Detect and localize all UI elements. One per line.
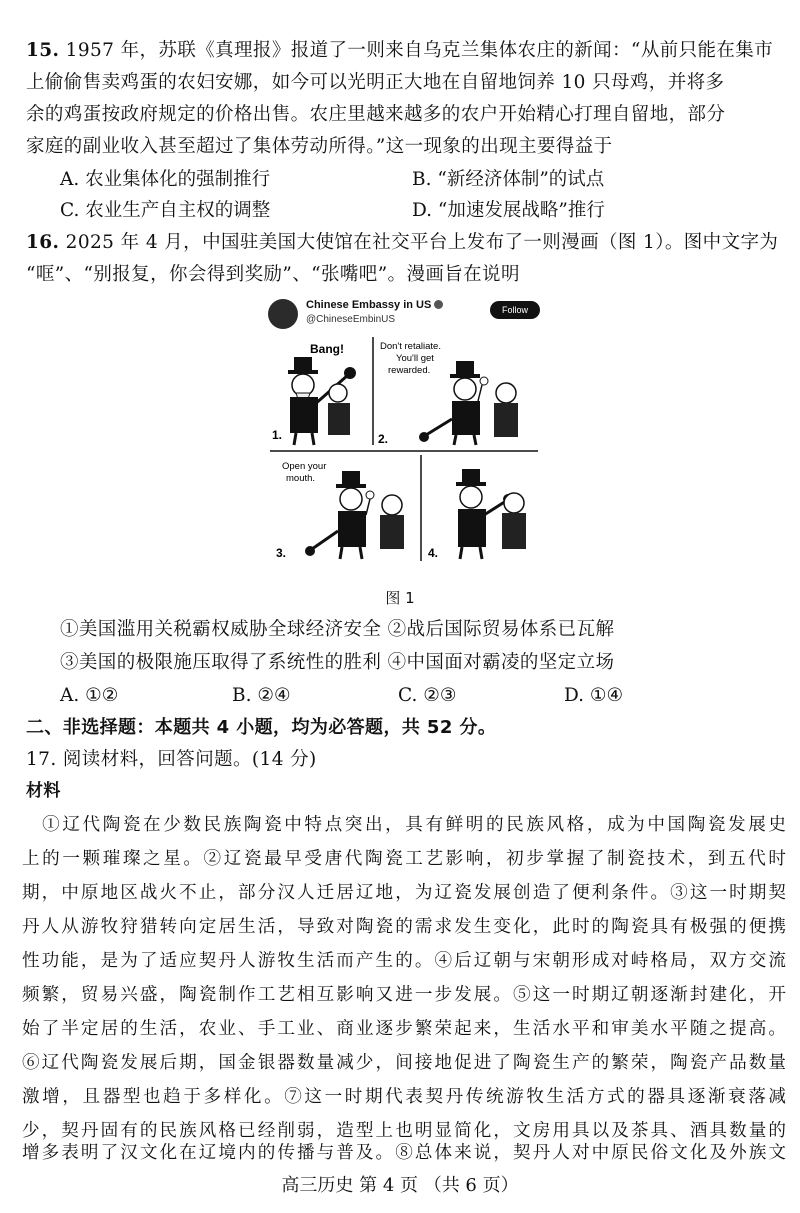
- material-line: 丹人从游牧狩猎转向定居生活，导致对陶瓷的需求发生变化，此时的陶瓷具有极强的便携: [22, 917, 786, 937]
- q16-line-2: “哐”、“别报复，你会得到奖励”、“张嘴吧”。漫画旨在说明: [26, 264, 520, 285]
- q15-text-1: 1957 年，苏联《真理报》报道了一则来自乌克兰集体农庄的新闻：“从前只能在集市: [65, 40, 774, 61]
- top-hat-icon: [294, 357, 312, 371]
- top-hat-icon: [462, 469, 480, 483]
- q16-option-b[interactable]: B. ②④: [232, 685, 291, 706]
- club-icon: [312, 531, 338, 549]
- tweet-header: [266, 293, 542, 333]
- china-figure-body: [494, 403, 518, 437]
- material-line: ⑥辽代陶瓷发展后期，国金银器数量减少，间接地促进了陶瓷生产的繁荣，陶瓷产品数量: [22, 1053, 786, 1073]
- panel-label-3: 3.: [276, 546, 287, 560]
- bubble-retaliate-3: rewarded.: [388, 365, 431, 376]
- account-avatar: [268, 299, 298, 329]
- q15-option-b[interactable]: B. “新经济体制”的试点: [412, 169, 605, 190]
- q16-statements-2: ③美国的极限施压取得了系统性的胜利 ④中国面对霸凌的坚定立场: [60, 652, 615, 673]
- section-2-heading: 二、非选择题：本题共 4 小题，均为必答题，共 52 分。: [26, 717, 497, 738]
- club-icon: [426, 419, 452, 435]
- q15-line-4: 家庭的副业收入甚至超过了集体劳动所得。”这一现象的出现主要得益于: [26, 136, 613, 157]
- panel-1: [272, 342, 356, 445]
- comic-figure: [266, 293, 542, 565]
- china-figure-head: [382, 495, 402, 515]
- uncle-sam-body: [338, 511, 366, 547]
- uncle-sam-head: [460, 486, 482, 508]
- q15-line-1: [26, 36, 780, 66]
- bubble-retaliate-1: Don't retaliate.: [380, 341, 441, 352]
- china-figure-head: [329, 384, 347, 402]
- uncle-sam-body: [458, 509, 486, 547]
- panel-label-1: 1.: [272, 428, 283, 442]
- uncle-sam-body: [452, 401, 480, 435]
- china-figure-head: [496, 383, 516, 403]
- q16-statements-1: ①美国滥用关税霸权威胁全球经济安全 ②战后国际贸易体系已瓦解: [60, 619, 615, 640]
- page-footer: 高三历史 第 4 页 （共 6 页）: [281, 1175, 519, 1196]
- china-figure-body: [328, 403, 350, 435]
- q16-option-d[interactable]: D. ①④: [564, 685, 624, 706]
- top-hat-icon: [342, 471, 360, 485]
- material-line: 性功能，是为了适应契丹人游牧生活而产生的。④后辽朝与宋朝形成对峙格局，双方交流: [22, 951, 786, 971]
- panel-label-4: 4.: [428, 546, 439, 560]
- top-hat-icon: [456, 361, 474, 375]
- china-figure-body: [380, 515, 404, 549]
- material-line: 激增，且器型也趋于多样化。⑦这一时期代表契丹传统游牧生活方式的器具逐渐衰落减: [22, 1087, 786, 1107]
- club-icon: [484, 501, 506, 515]
- account-handle: @ChineseEmbinUS: [306, 314, 396, 325]
- uncle-sam-head: [454, 378, 476, 400]
- panel-3: [276, 461, 404, 560]
- material-line: 上的一颗璀璨之星。②辽瓷最早受唐代陶瓷工艺影响，初步掌握了制瓷技术，到五代时: [22, 849, 786, 869]
- material-line: ①辽代陶瓷在少数民族陶瓷中特点突出，具有鲜明的民族风格，成为中国陶瓷发展史: [22, 815, 786, 835]
- panel-2: [378, 341, 518, 446]
- q15-line-3: 余的鸡蛋按政府规定的价格出售。农庄里越来越多的农户开始精心打理自留地，部分: [26, 104, 726, 125]
- lollipop-icon: [366, 491, 374, 499]
- china-figure-head: [504, 493, 524, 513]
- lollipop-icon: [480, 377, 488, 385]
- account-name: Chinese Embassy in US: [306, 299, 443, 311]
- material-line: 少，契丹固有的民族风格已经削弱，造型上也明显简化，文房用具以及茶具、酒具数量的: [22, 1121, 786, 1141]
- bubble-open-2: mouth.: [286, 473, 316, 484]
- q16-option-a[interactable]: A. ①②: [60, 685, 119, 706]
- china-figure-body: [502, 513, 526, 549]
- q15-option-c[interactable]: C. 农业生产自主权的调整: [60, 200, 271, 221]
- material-label: 材料: [26, 781, 61, 801]
- q15-number: 15.: [26, 40, 60, 61]
- material-line: 增多表明了汉文化在辽境内的传播与普及。⑧总体来说，契丹人对中原民俗文化及外族文: [22, 1143, 786, 1163]
- panel-label-2: 2.: [378, 432, 389, 446]
- panel-4: [428, 469, 526, 560]
- material-line: 始了半定居的生活，农业、手工业、商业逐步繁荣起来，生活水平和审美水平随之提高。: [22, 1019, 786, 1039]
- q16-option-c[interactable]: C. ②③: [398, 685, 457, 706]
- comic-panels: [266, 335, 542, 563]
- q16-line-1: [26, 228, 780, 258]
- verified-icon: [434, 300, 443, 309]
- q16-text-1: 2025 年 4 月，中国驻美国大使馆在社交平台上发布了一则漫画（图 1）。图中文字为: [65, 232, 779, 253]
- uncle-sam-body: [290, 397, 318, 433]
- bubble-retaliate-2: You'll get: [396, 353, 434, 364]
- q15-option-d[interactable]: D. “加速发展战略”推行: [412, 200, 605, 221]
- bubble-open-1: Open your: [282, 461, 327, 472]
- follow-button[interactable]: Follow: [490, 301, 540, 319]
- bubble-bang: Bang!: [310, 342, 344, 356]
- q15-option-a[interactable]: A. 农业集体化的强制推行: [60, 169, 271, 190]
- material-line: 频繁，贸易兴盛，陶瓷制作工艺相互影响又进一步发展。⑤这一时期辽朝逐渐封建化，开: [22, 985, 786, 1005]
- q15-line-2: 上偷偷售卖鸡蛋的农妇安娜，如今可以光明正大地在自留地饲养 10 只母鸡，并将多: [26, 72, 725, 93]
- q17-title: 17. 阅读材料，回答问题。(14 分): [26, 749, 317, 770]
- q16-number: 16.: [26, 232, 60, 253]
- uncle-sam-head: [340, 488, 362, 510]
- figure-caption: 图 1: [385, 589, 415, 607]
- material-line: 期，中原地区战火不止，部分汉人迁居辽地，为辽瓷发展创造了便利条件。③这一时期契: [22, 883, 786, 903]
